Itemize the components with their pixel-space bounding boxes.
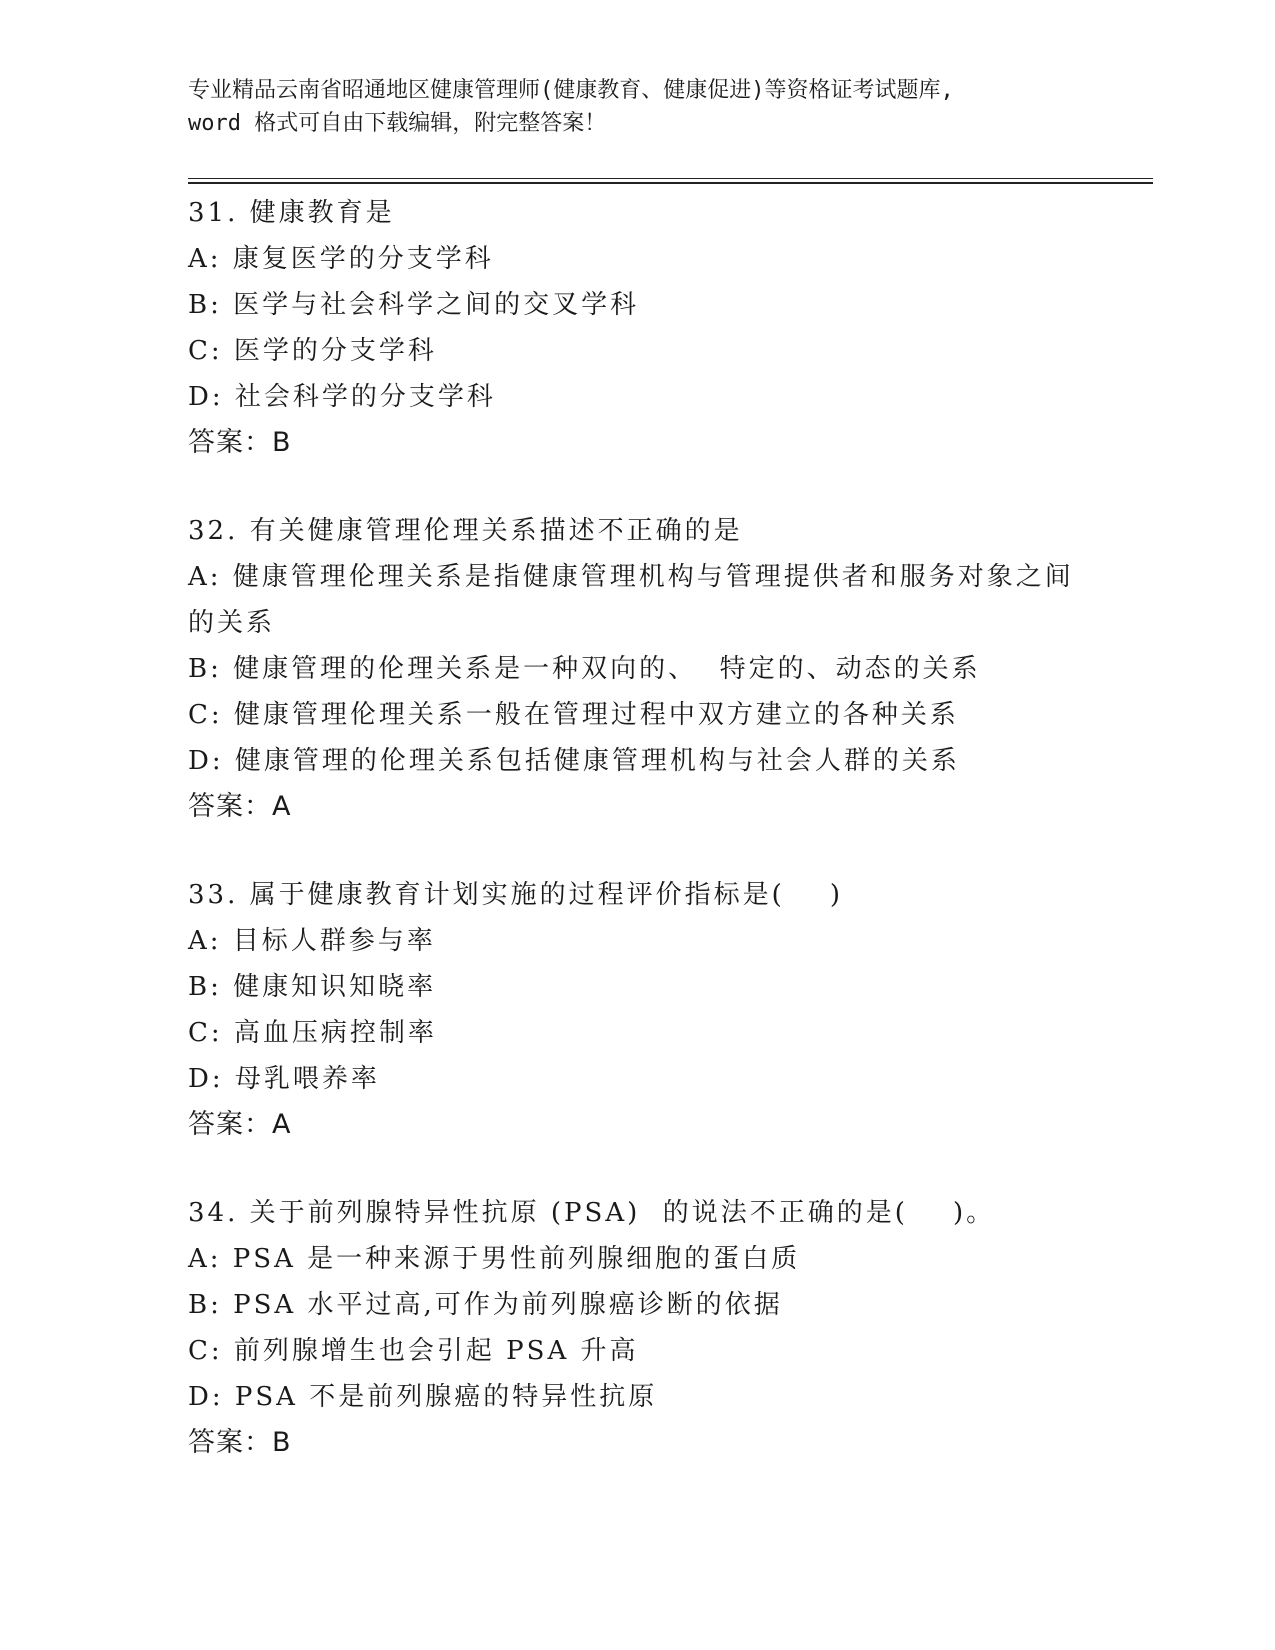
question-32 [188,508,1088,830]
question-stem: 32. 有关健康管理伦理关系描述不正确的是 [188,516,743,546]
question-31 [188,190,1088,466]
header-divider-bottom [188,182,1153,184]
option-a-continued: 的关系 [188,608,276,638]
option-a: A: 健康管理伦理关系是指健康管理机构与管理提供者和服务对象之间 [188,562,1074,592]
answer-line: 答案：A [188,791,292,822]
question-list [188,190,1088,1508]
question-stem: 31. 健康教育是 [188,198,395,228]
option-d: D: 健康管理的伦理关系包括健康管理机构与社会人群的关系 [188,746,960,776]
document-header [188,74,1088,140]
option-d: D: PSA 不是前列腺癌的特异性抗原 [188,1382,658,1412]
option-b: B: PSA 水平过高,可作为前列腺癌诊断的依据 [188,1290,783,1320]
option-c: C: 高血压病控制率 [188,1018,437,1048]
answer-line: 答案：B [188,427,292,458]
answer-line: 答案：B [188,1427,292,1458]
question-34 [188,1190,1088,1466]
answer-line: 答案：A [188,1109,292,1140]
option-c: C: 医学的分支学科 [188,336,437,366]
option-a: A: 目标人群参与率 [188,926,436,956]
option-b: B: 医学与社会科学之间的交叉学科 [188,290,640,320]
header-line-2: word 格式可自由下载编辑，附完整答案！ [188,111,607,136]
option-c: C: 前列腺增生也会引起 PSA 升高 [188,1336,639,1366]
question-33 [188,872,1088,1148]
header-line-1: 专业精品云南省昭通地区健康管理师(健康教育、健康促进)等资格证考试题库, [188,78,954,103]
header-divider-top [188,178,1153,179]
question-stem: 33. 属于健康教育计划实施的过程评价指标是( ) [188,880,843,910]
option-a: A: 康复医学的分支学科 [188,244,494,274]
option-b: B: 健康管理的伦理关系是一种双向的、 特定的、动态的关系 [188,654,981,684]
question-stem: 34. 关于前列腺特异性抗原 (PSA) 的说法不正确的是( )。 [188,1198,996,1228]
option-b: B: 健康知识知晓率 [188,972,437,1002]
option-c: C: 健康管理伦理关系一般在管理过程中双方建立的各种关系 [188,700,959,730]
option-d: D: 社会科学的分支学科 [188,382,496,412]
option-d: D: 母乳喂养率 [188,1064,380,1094]
option-a: A: PSA 是一种来源于男性前列腺细胞的蛋白质 [188,1244,801,1274]
